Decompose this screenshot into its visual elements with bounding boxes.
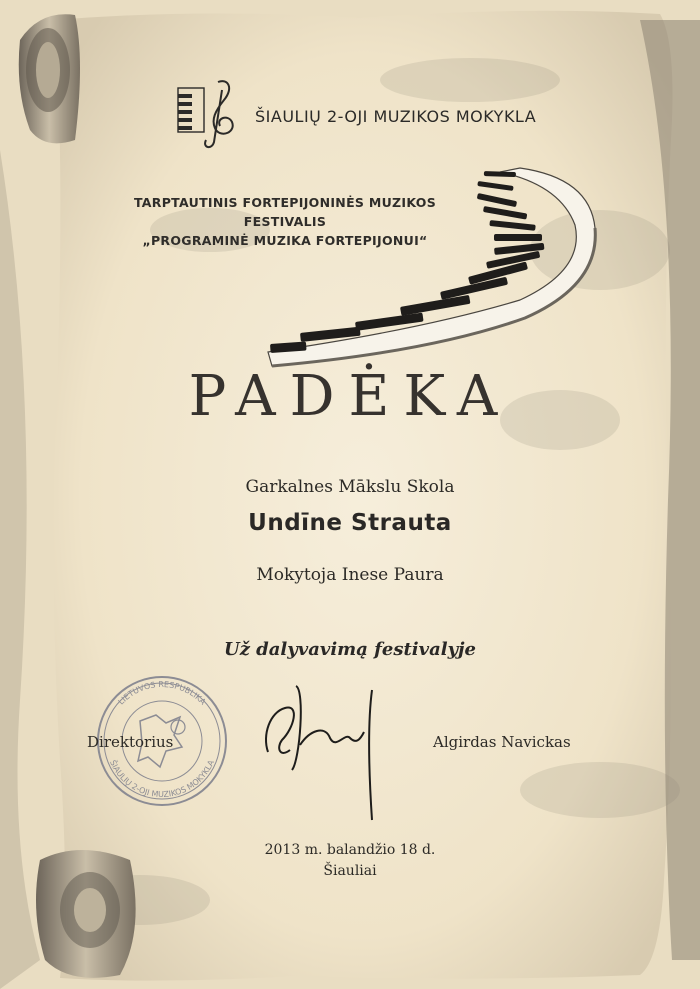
issue-date: 2013 m. balandžio 18 d. [264,842,436,858]
award-reason: Už dalyvavimą festivalyje [224,639,476,660]
recipient-name: Undīne Strauta [248,510,452,536]
director-name: Algirdas Navickas [433,733,571,751]
festival-title-line-2: FESTIVALIS [243,214,327,229]
stamp-text-top-arc: LIETUVOS RESPUBLIKA [116,679,208,707]
scroll-curl-top [19,14,80,143]
teacher-line: Mokytoja Inese Paura [256,565,444,585]
festival-title-line-3: „PROGRAMINĖ MUZIKA FORTEPIJONUI“ [142,233,428,248]
issue-city: Šiauliai [323,863,377,879]
director-label: Direktorius [87,733,174,751]
recipient-school: Garkalnes Mākslu Skola [245,477,455,497]
school-name: ŠIAULIŲ 2-OJI MUZIKOS MOKYKLA [255,107,537,126]
certificate-title: PADĖKA [188,364,512,429]
festival-title-line-1: TARPTAUTINIS FORTEPIJONINĖS MUZIKOS [133,195,437,210]
stamp-text-bottom-arc: ŠIAULIŲ 2-OJI MUZIKOS MOKYKLA [108,758,216,800]
